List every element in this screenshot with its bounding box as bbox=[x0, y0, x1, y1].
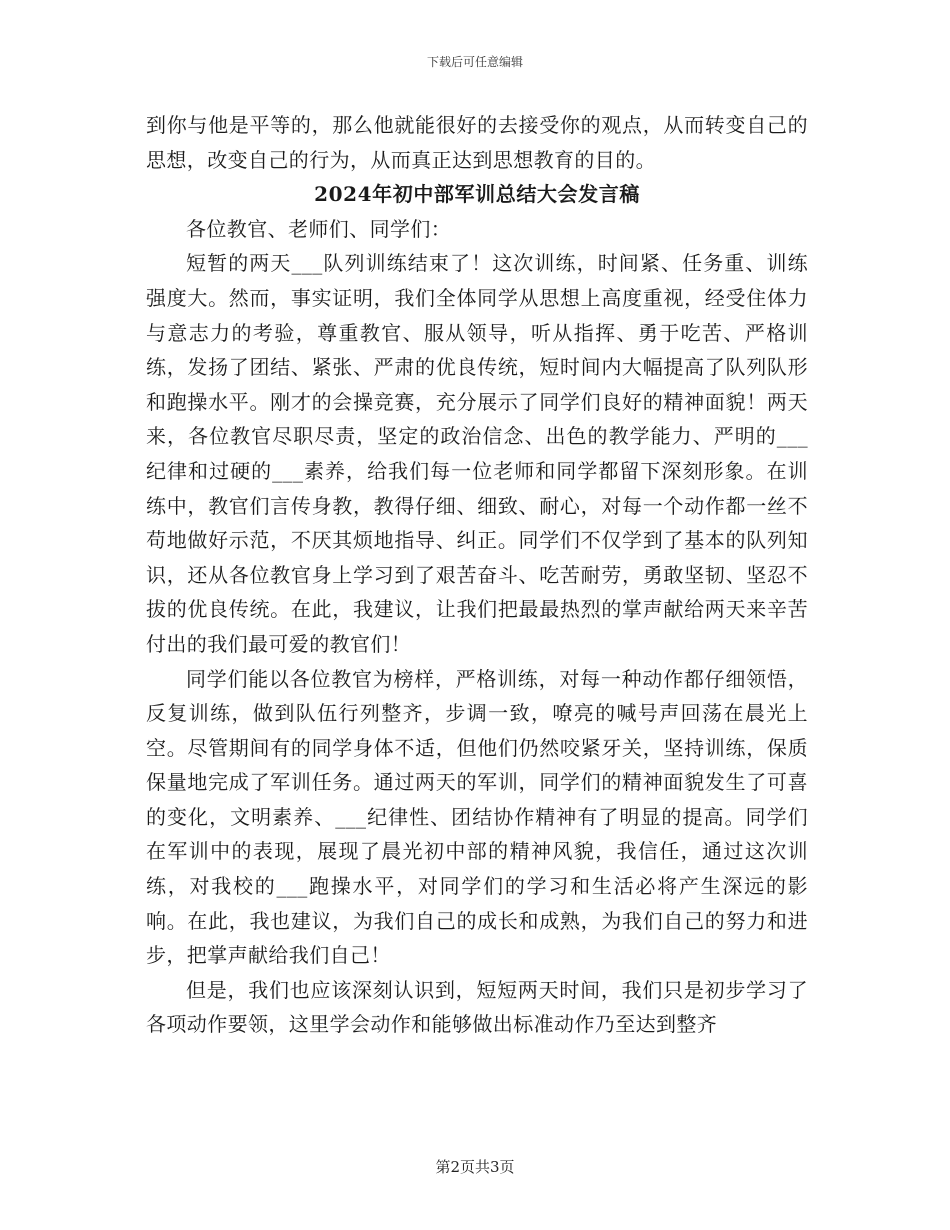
body-paragraph: 但是，我们也应该深刻认识到，短短两天时间，我们只是初步学习了各项动作要领，这里学会动作和能够做出标准动作乃至达到整齐 bbox=[146, 977, 808, 1037]
body-paragraph: 短暂的两天___队列训练结束了！这次训练，时间紧、任务重、训练强度大。然而，事实证明，我们全体同学从思想上高度重视，经受住体力与意志力的考验，尊重教官、服从领导，听从指挥、勇于吃苦、严格训练，发扬了团结、紧张、严肃的优良传统，短时间内大幅提高了队列队形和跑操水平。刚才的会操竞赛，充分展示了同学们良好的精神面貌！两天来，各位教官尽职尽责，坚定的政治信念、出色的教学能力、严明的___纪律和过硬的___素养，给我们每一位老师和同学都留下深刻形象。在训练中，教官们言传身教，教得仔细、细致、耐心，对每一个动作都一丝不苟地做好示范，不厌其烦地指导、纠正。同学们不仅学到了基本的队列知识，还从各位教官身上学习到了艰苦奋斗、吃苦耐劳，勇敢坚韧、坚忍不拔的优良传统。在此，我建议，让我们把最最热烈的掌声献给两天来辛苦付出的我们最可爱的教官们！ bbox=[146, 251, 808, 656]
salutation: 各位教官、老师们、同学们： bbox=[186, 216, 452, 241]
continuation-paragraph: 到你与他是平等的，那么他就能很好的去接受你的观点，从而转变自己的思想，改变自己的行为，从而真正达到思想教育的目的。 bbox=[146, 113, 808, 172]
header-note: 下载后可任意编辑 bbox=[426, 55, 523, 69]
document-body bbox=[146, 108, 808, 1042]
document-title: 2024年初中部军训总结大会发言稿 bbox=[314, 182, 640, 207]
page-number: 第2页共3页 bbox=[435, 1158, 515, 1176]
body-paragraph: 同学们能以各位教官为榜样，严格训练，对每一种动作都仔细领悟，反复训练，做到队伍行列整齐，步调一致，嘹亮的喊号声回荡在晨光上空。尽管期间有的同学身体不适，但他们仍然咬紧牙关，坚持训练，保质保量地完成了军训任务。通过两天的军训，同学们的精神面貌发生了可喜的变化，文明素养、___纪律性、团结协作精神有了明显的提高。同学们在军训中的表现，展现了晨光初中部的精神风貌，我信任，通过这次训练，对我校的___跑操水平，对同学们的学习和生活必将产生深远的影响。在此，我也建议，为我们自己的成长和成熟，为我们自己的努力和进步，把掌声献给我们自己！ bbox=[146, 666, 808, 968]
